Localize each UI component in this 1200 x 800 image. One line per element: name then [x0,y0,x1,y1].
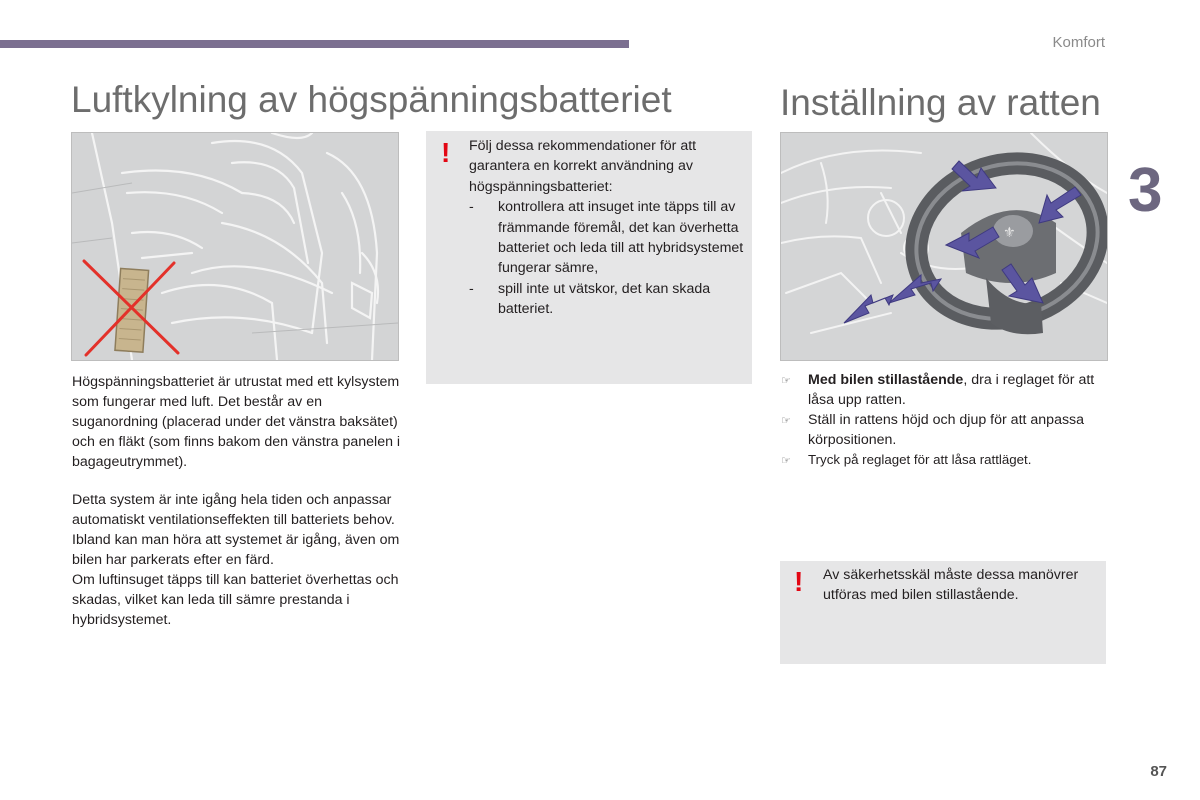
operation-line-3: Om luftinsuget täpps till kan batteriet överhettas och skadas, vilket kan leda till sämre prestanda i hybridsystemet. [72,572,399,628]
battery-cooling-description [72,372,402,472]
steering-warning-box [780,561,1106,664]
page-number: 87 [1150,763,1167,780]
battery-cooling-operation [72,490,402,630]
battery-cooling-paragraph: Högspänningsbatteriet är utrustat med ett kylsystem som fungerar med luft. Det består av en suganordning (placerad under det vänstra baksätet) och en fläkt (som finns bakom den vänstra panelen i bagageutrymmet). [72,374,401,470]
dash-bullet: - [469,199,474,216]
steering-adjustment-steps [781,370,1106,471]
warning-list-item [469,279,744,320]
operation-line-1: Detta system är inte igång hela tiden och anpassar automatiskt ventilationseffekten till batteriets behov. [72,492,395,528]
warning-item-text: spill inte ut vätskor, det kan skada batteriet. [498,280,711,318]
pointing-hand-icon: ☞ [781,375,791,387]
step-text: Tryck på reglaget för att låsa rattläget. [808,452,1032,467]
step-item [781,410,1106,450]
page-title-battery-cooling: Luftkylning av högspänningsbatteriet [71,79,672,120]
section-title: Komfort [1052,34,1105,51]
rear-seat-air-intake-illustration [71,132,399,361]
warning-item-text: kontrollera att insuget inte täpps till av främmande föremål, det kan överhetta batteriet och leda till att hybridsystemet fungerar sämre, [498,199,744,277]
step-bold-text: Med bilen stillastående [808,372,964,388]
header-accent-bar [0,40,629,48]
page-title-steering-adjustment: Inställning av ratten [780,82,1101,123]
chapter-number: 3 [1128,156,1163,225]
warning-exclamation-icon: ! [441,137,451,168]
operation-line-2: Ibland kan man höra att systemet är igång, även om bilen har parkerats efter en färd. [72,532,400,568]
battery-warning-box [426,131,752,384]
warning-intro: Följ dessa rekommendationer för att garantera en korrekt användning av högspänningsbatteriet: [469,138,697,195]
dash-bullet: - [469,280,474,297]
step-item [781,370,1106,410]
steering-wheel-adjustment-illustration [780,132,1108,361]
step-item [781,450,1106,471]
warning-list-item [469,197,744,279]
steering-warning-text: Av säkerhetsskäl måste dessa manövrer utföras med bilen stillastående. [823,567,1079,604]
step-text: Ställ in rattens höjd och djup för att anpassa körpositionen. [808,412,1085,448]
svg-text:⚜: ⚜ [1003,225,1016,241]
pointing-hand-icon: ☞ [781,455,791,467]
pointing-hand-icon: ☞ [781,415,791,427]
step-text: , dra i reglaget för att låsa upp ratten. [808,372,1095,408]
warning-exclamation-icon: ! [794,566,804,597]
